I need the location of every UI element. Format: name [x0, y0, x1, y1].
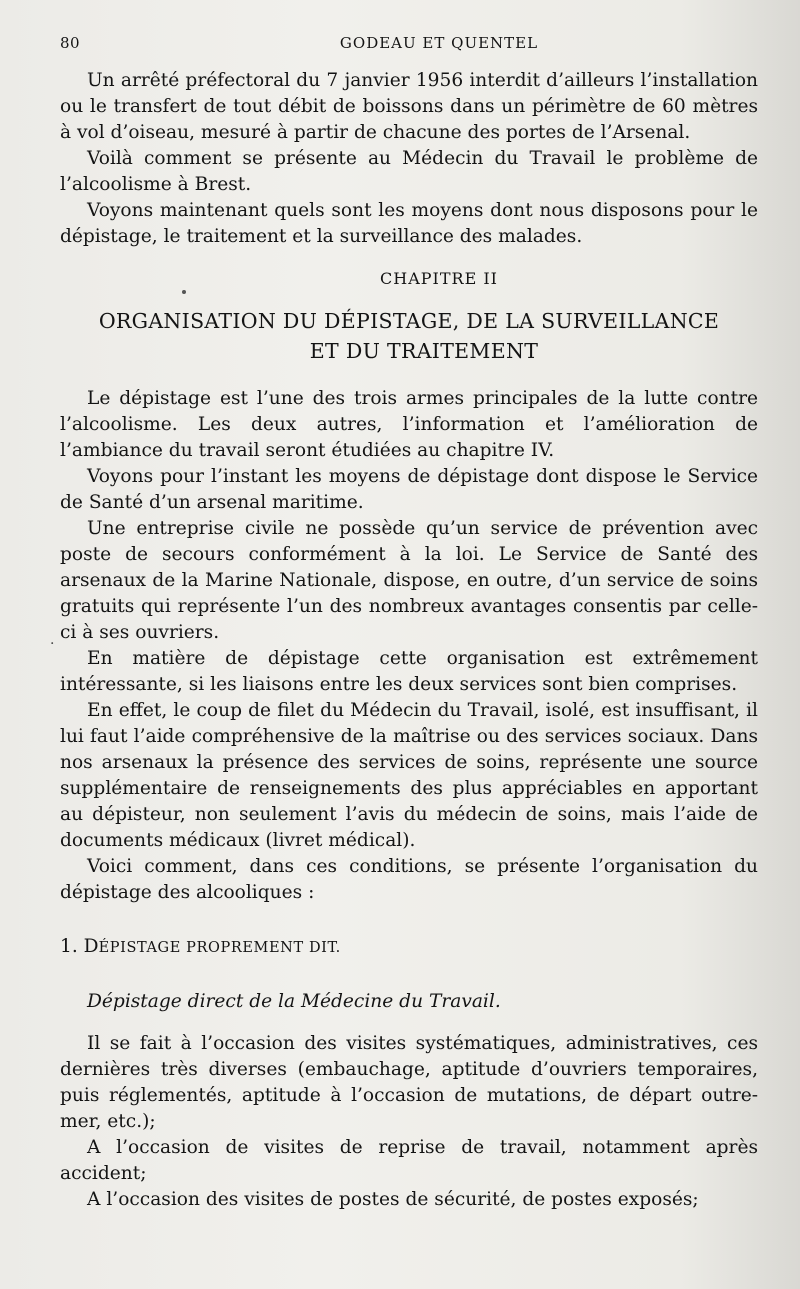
- subsection-body: [60, 1031, 758, 1213]
- paragraph: Une entreprise civile ne possède qu’un service de prévention avec poste de secours conformément à la loi. Le Service de Santé des arsenaux de la Marine Nationale, dispose, en outre, d’un service de soins gratuits qui représente l’un des nombreux avantages consentis par celle-ci à ses ouvriers.: [60, 518, 758, 643]
- chapter-title: [60, 306, 758, 366]
- stray-dot-mark: [182, 290, 186, 294]
- chapter-label: CHAPITRE II: [380, 269, 498, 288]
- section-heading: [60, 934, 758, 961]
- paragraph: Voici comment, dans ces conditions, se présente l’organisation du dépistage des alcooliques :: [60, 856, 758, 903]
- running-head: [60, 0, 758, 68]
- intro-text: [60, 68, 758, 250]
- page-number: 80: [60, 34, 81, 52]
- section-title: ÉPISTAGE PROPREMENT DIT.: [98, 940, 341, 956]
- chapter-body: [60, 386, 758, 906]
- subsection-title: Dépistage direct de la Médecine du Travail.: [87, 991, 501, 1012]
- paragraph: Il se fait à l’occasion des visites systématiques, administratives, ces dernières très diverses (embauchage, aptitude d’ouvriers temporaires, puis réglementés, aptitude à l’occasion de mutations, de départ outre-mer, etc.);: [60, 1033, 758, 1132]
- chapter-title-line-2: ET DU TRAITEMENT: [309, 339, 539, 363]
- paragraph: Voilà comment se présente au Médecin du Travail le problème de l’alcoolisme à Brest.: [60, 148, 758, 195]
- paragraph: A l’occasion des visites de postes de sécurité, de postes exposés;: [87, 1189, 699, 1210]
- paragraph: Voyons maintenant quels sont les moyens dont nous disposons pour le dépistage, le traitement et la surveillance des malades.: [60, 200, 758, 247]
- paragraph: En effet, le coup de filet du Médecin du Travail, isolé, est insuffisant, il lui faut l’aide compréhensive de la maîtrise ou des services sociaux. Dans nos arsenaux la présence des services de soins, représente une source supplémentaire de renseignements des plus appréciables en apportant au dépisteur, non seulement l’avis du médecin de soins, mais l’aide de documents médicaux (livret médical).: [60, 700, 758, 851]
- running-title: GODEAU ET QUENTEL: [339, 34, 539, 52]
- paragraph: En matière de dépistage cette organisation est extrêmement intéressante, si les liaisons entre les deux services sont bien comprises.: [60, 648, 758, 695]
- chapter-title-line-1: ORGANISATION DU DÉPISTAGE, DE LA SURVEILLANCE: [98, 309, 720, 333]
- paragraph: A l’occasion de visites de reprise de travail, notamment après accident;: [60, 1137, 758, 1184]
- paragraph: Le dépistage est l’une des trois armes principales de la lutte contre l’alcoolisme. Les deux autres, l’information et l’amélioration de l’ambiance du travail seront étudiées au chapitre IV.: [60, 388, 758, 461]
- paragraph: Voyons pour l’instant les moyens de dépistage dont dispose le Service de Santé d’un arsenal maritime.: [60, 466, 758, 513]
- section-initial: D: [83, 936, 99, 957]
- section-number: 1.: [60, 936, 78, 957]
- margin-dot-mark: ·: [50, 636, 55, 652]
- paragraph: Un arrêté préfectoral du 7 janvier 1956 interdit d’ailleurs l’installation ou le transfert de tout débit de boissons dans un périmètre de 60 mètres à vol d’oiseau, mesuré à partir de chacune des portes de l’Arsenal.: [60, 70, 758, 143]
